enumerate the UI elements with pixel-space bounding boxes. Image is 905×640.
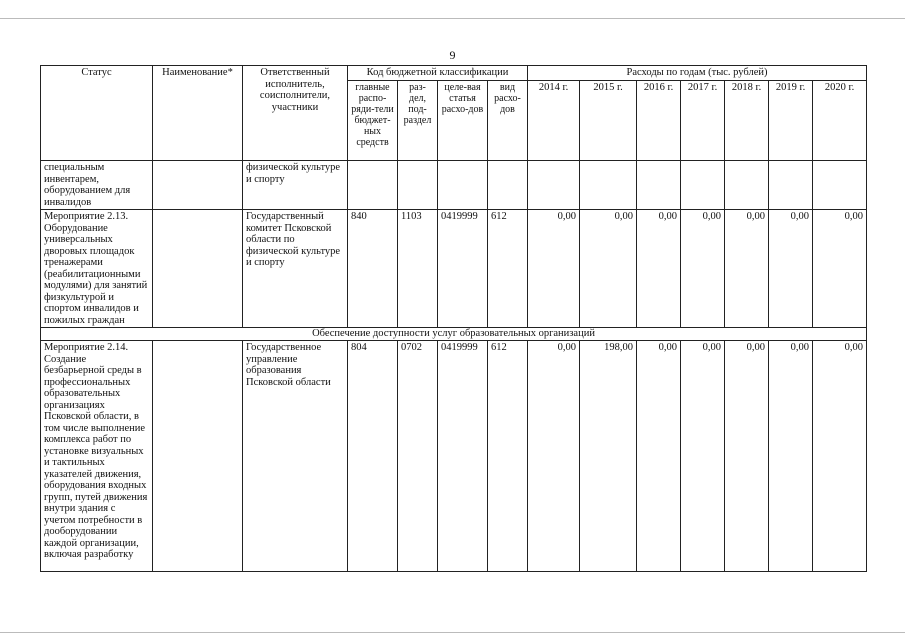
cell-name xyxy=(153,341,243,572)
cell-2016 xyxy=(637,161,681,210)
cell-2018 xyxy=(725,161,769,210)
scan-edge-top xyxy=(0,18,905,19)
cell-2016: 0,00 xyxy=(637,341,681,572)
header-expenses-group: Расходы по годам (тыс. рублей) xyxy=(528,66,867,81)
header-year-2016: 2016 г. xyxy=(637,81,681,161)
cell-code-type: 612 xyxy=(488,210,528,328)
cell-name xyxy=(153,161,243,210)
header-year-2015: 2015 г. xyxy=(580,81,637,161)
cell-code-article: 0419999 xyxy=(438,210,488,328)
cell-status: Мероприятие 2.13. Оборудование универсальных дворовых площадок тренажерами (реабилитационными модулями) для занятий физкультурой и спортом инвалидов и пожилых граждан xyxy=(41,210,153,328)
cell-status: Мероприятие 2.14. Создание безбарьерной среды в профессиональных образовательных организациях Псковской области, в том числе выполнение комплекса работ по установке визуальных и тактильных указателей движения, оборудования входных групп, путей движения внутри здания с учетом потребности в дооборудовании каждой организации, включая разработку xyxy=(41,341,153,572)
cell-responsible: Государственный комитет Псковской области по физической культуре и спорту xyxy=(243,210,348,328)
scan-edge-bottom xyxy=(0,632,905,633)
cell-code-type xyxy=(488,161,528,210)
table-row xyxy=(41,210,867,328)
budget-table xyxy=(40,65,867,572)
cell-responsible: физической культуре и спорту xyxy=(243,161,348,210)
header-year-2020: 2020 г. xyxy=(813,81,867,161)
cell-2016: 0,00 xyxy=(637,210,681,328)
cell-code-grbs: 840 xyxy=(348,210,398,328)
cell-code-section: 0702 xyxy=(398,341,438,572)
header-year-2014: 2014 г. xyxy=(528,81,580,161)
table-row xyxy=(41,161,867,210)
cell-2019 xyxy=(769,161,813,210)
cell-2014: 0,00 xyxy=(528,210,580,328)
cell-2015 xyxy=(580,161,637,210)
header-code-grbs: главные распо-ряди-тели бюджет-ных средств xyxy=(348,81,398,161)
cell-2014: 0,00 xyxy=(528,341,580,572)
header-row-top xyxy=(41,66,867,81)
table-row xyxy=(41,341,867,572)
cell-2015: 198,00 xyxy=(580,341,637,572)
cell-2018: 0,00 xyxy=(725,341,769,572)
cell-2020: 0,00 xyxy=(813,210,867,328)
cell-2020: 0,00 xyxy=(813,341,867,572)
header-year-2017: 2017 г. xyxy=(681,81,725,161)
cell-2015: 0,00 xyxy=(580,210,637,328)
page-number: 9 xyxy=(449,48,456,62)
cell-code-grbs xyxy=(348,161,398,210)
cell-code-section: 1103 xyxy=(398,210,438,328)
cell-2019: 0,00 xyxy=(769,210,813,328)
header-code-article: целе-вая статья расхо-дов xyxy=(438,81,488,161)
section-title: Обеспечение доступности услуг образовательных организаций xyxy=(41,328,867,341)
header-responsible: Ответственный исполнитель, соисполнители, участники xyxy=(243,66,348,161)
cell-code-type: 612 xyxy=(488,341,528,572)
cell-name xyxy=(153,210,243,328)
cell-2017: 0,00 xyxy=(681,210,725,328)
cell-2018: 0,00 xyxy=(725,210,769,328)
cell-code-article: 0419999 xyxy=(438,341,488,572)
header-year-2019: 2019 г. xyxy=(769,81,813,161)
header-year-2018: 2018 г. xyxy=(725,81,769,161)
header-budget-code-group: Код бюджетной классификации xyxy=(348,66,528,81)
header-name: Наименование* xyxy=(153,66,243,161)
cell-2017: 0,00 xyxy=(681,341,725,572)
cell-status: специальным инвентарем, оборудованием для инвалидов xyxy=(41,161,153,210)
cell-code-article xyxy=(438,161,488,210)
header-status: Статус xyxy=(41,66,153,161)
cell-2019: 0,00 xyxy=(769,341,813,572)
cell-code-grbs: 804 xyxy=(348,341,398,572)
cell-2014 xyxy=(528,161,580,210)
cell-2020 xyxy=(813,161,867,210)
section-row xyxy=(41,328,867,341)
cell-2017 xyxy=(681,161,725,210)
cell-code-section xyxy=(398,161,438,210)
header-code-section: раз-дел, под-раздел xyxy=(398,81,438,161)
header-code-type: вид расхо-дов xyxy=(488,81,528,161)
cell-responsible: Государственное управление образования Псковской области xyxy=(243,341,348,572)
